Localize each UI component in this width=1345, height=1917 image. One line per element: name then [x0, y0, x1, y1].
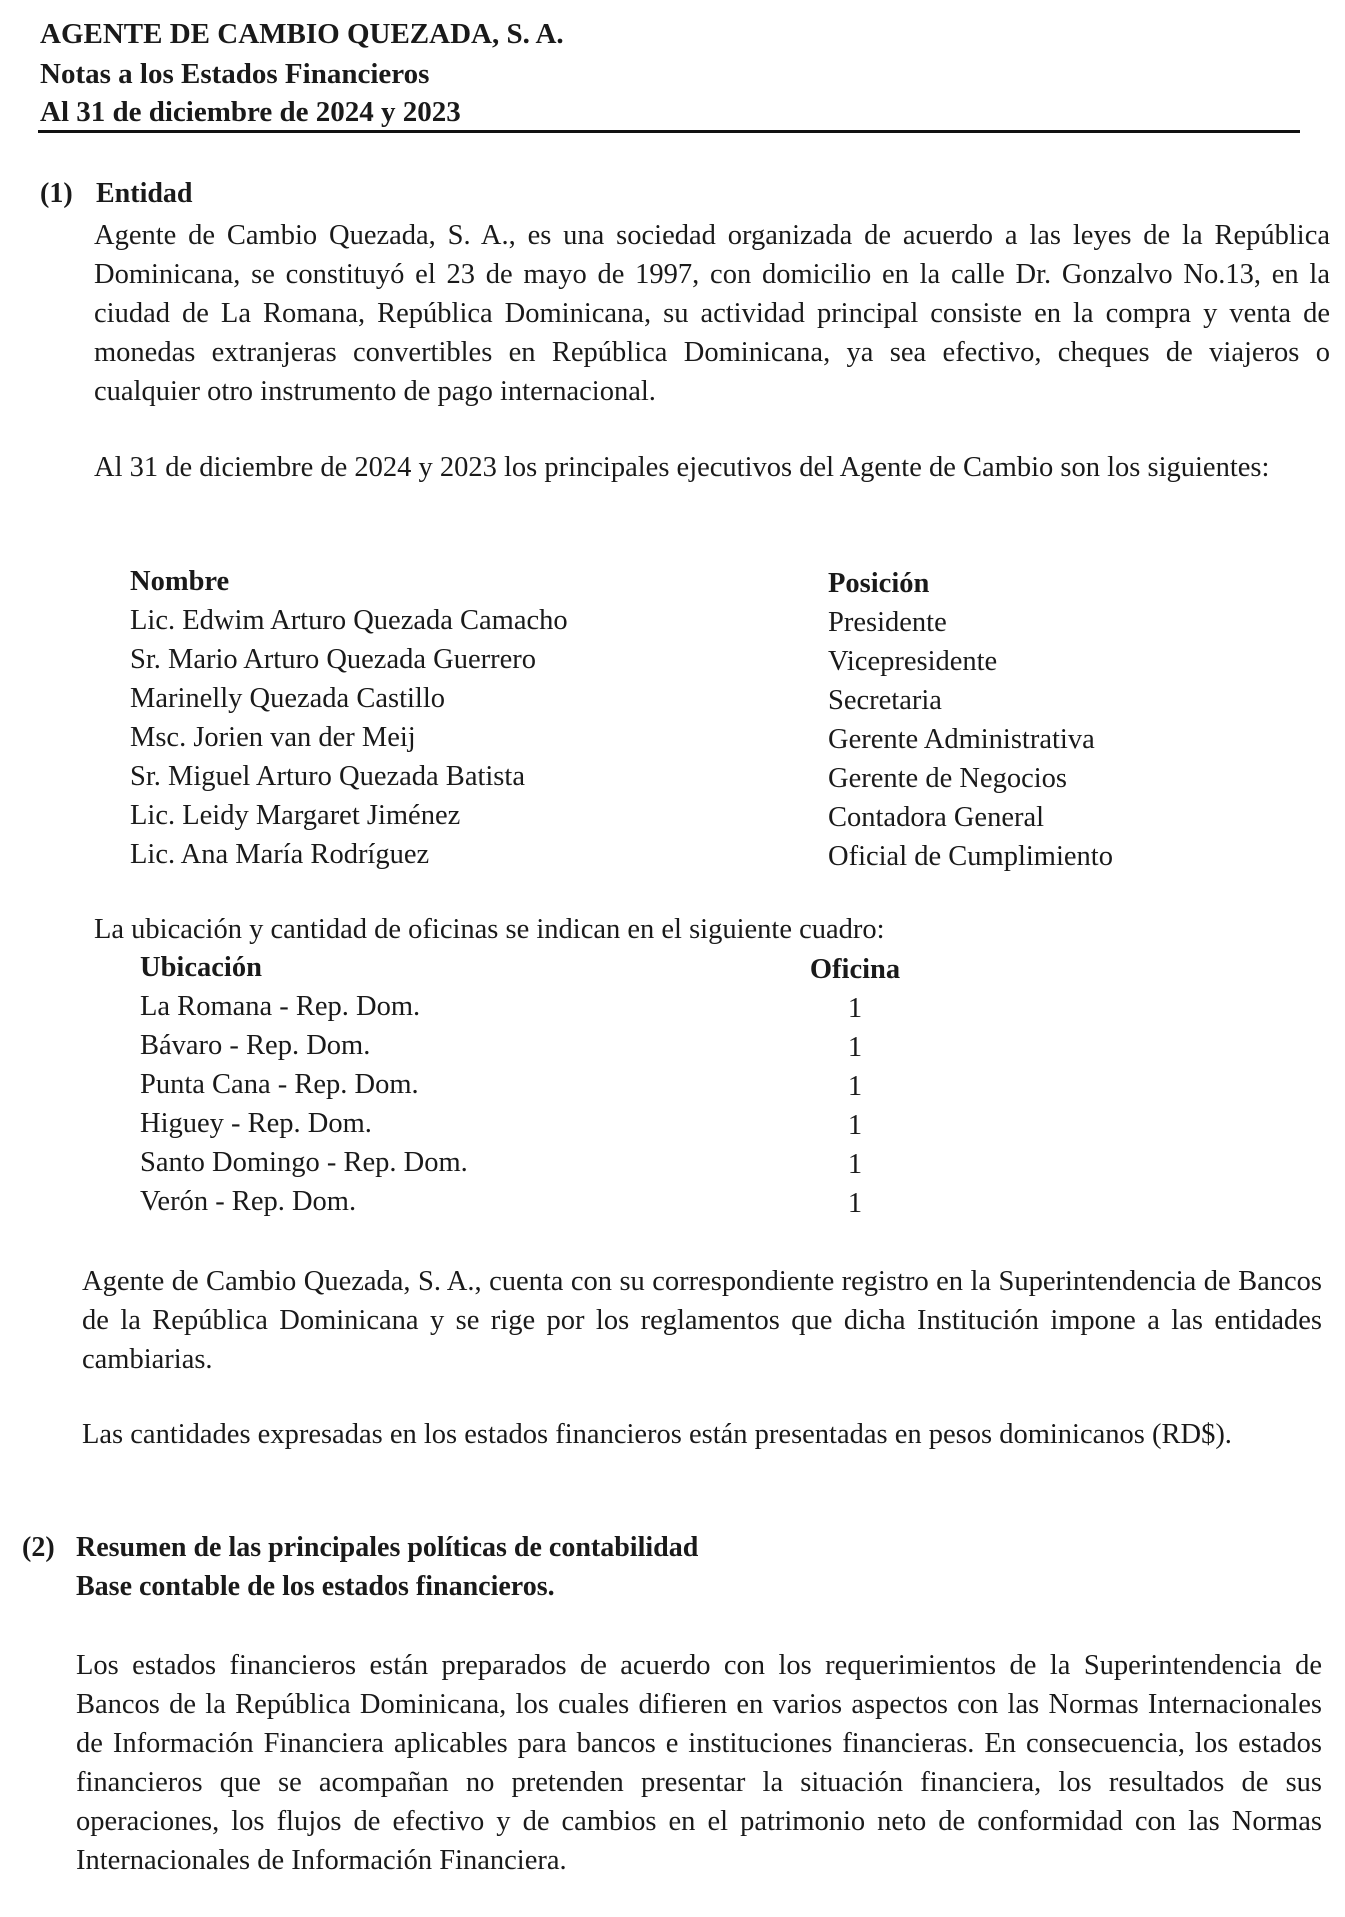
section1-paragraph1: Agente de Cambio Quezada, S. A., es una sociedad organizada de acuerdo a las leyes de la República Dominicana, se constituyó el 23 de mayo de 1997, con domicilio en la calle Dr. Gonzalvo No.13, en la ciudad de La Romana, República Dominicana, su actividad principal consiste en la compra y venta de monedas extranjeras convertibles en República Dominicana, ya sea efectivo, cheques de viajeros o cualquier otro instrumento de pago internacional. [94, 220, 1330, 407]
office-location: La Romana - Rep. Dom. [140, 991, 421, 1022]
executive-name: Msc. Jorien van der Meij [130, 722, 416, 753]
section2-number: (2) [22, 1532, 55, 1563]
executive-position: Gerente Administrativa [828, 724, 1095, 755]
office-count: 1 [847, 1032, 863, 1063]
executive-name: Marinelly Quezada Castillo [130, 683, 445, 714]
section2-title: Resumen de las principales políticas de contabilidad [76, 1532, 699, 1563]
executive-position: Secretaria [828, 685, 942, 716]
section1-number: (1) [40, 178, 73, 209]
executive-name: Sr. Mario Arturo Quezada Guerrero [130, 644, 536, 675]
office-count: 1 [847, 1188, 863, 1219]
office-count: 1 [847, 993, 863, 1024]
office-location: Bávaro - Rep. Dom. [140, 1030, 371, 1061]
company-name: AGENTE DE CAMBIO QUEZADA, S. A. [40, 18, 564, 50]
executive-position: Oficial de Cumplimiento [828, 841, 1113, 872]
executives-header-name: Nombre [130, 566, 230, 597]
offices-count-column [800, 950, 910, 1223]
office-location: Verón - Rep. Dom. [140, 1186, 357, 1217]
section1-title: Entidad [96, 178, 193, 209]
office-location: Higuey - Rep. Dom. [140, 1108, 372, 1139]
offices-header-location: Ubicación [140, 952, 262, 983]
document-subtitle: Notas a los Estados Financieros [40, 58, 430, 90]
office-count: 1 [847, 1071, 863, 1102]
office-count: 1 [847, 1149, 863, 1180]
section2-paragraph1: Los estados financieros están preparados de acuerdo con los requerimientos de la Superintendencia de Bancos de la República Dominicana, los cuales difieren en varios aspectos con las Normas Internacionales de Información Financiera aplicables para bancos e instituciones financieras. En consecuencia, los estados financieros que se acompañan no pretenden presentar la situación financiera, los resultados de sus operaciones, los flujos de efectivo y de cambios en el patrimonio neto de conformidad con las Normas Internacionales de Información Financiera. [76, 1650, 1322, 1876]
executive-name: Lic. Leidy Margaret Jiménez [130, 800, 461, 831]
executive-position: Contadora General [828, 802, 1045, 833]
section1-paragraph4: Agente de Cambio Quezada, S. A., cuenta con su correspondiente registro en la Superintendencia de Bancos de la República Dominicana y se rige por los reglamentos que dicha Institución impone a las entidades cambiarias. [82, 1266, 1322, 1375]
section1-paragraph3: La ubicación y cantidad de oficinas se indican en el siguiente cuadro: [94, 914, 885, 945]
office-count: 1 [847, 1110, 863, 1141]
executive-name: Lic. Ana María Rodríguez [130, 839, 430, 870]
office-location: Punta Cana - Rep. Dom. [140, 1069, 419, 1100]
document-date: Al 31 de diciembre de 2024 y 2023 [40, 96, 461, 128]
executives-position-column [828, 564, 1113, 876]
offices-location-column [140, 948, 468, 1221]
office-location: Santo Domingo - Rep. Dom. [140, 1147, 468, 1178]
executive-position: Presidente [828, 607, 947, 638]
executives-header-position: Posición [828, 568, 930, 599]
section2-subtitle: Base contable de los estados financieros. [76, 1571, 555, 1602]
header-rule [38, 130, 1300, 133]
executive-position: Vicepresidente [828, 646, 998, 677]
executive-name: Sr. Miguel Arturo Quezada Batista [130, 761, 525, 792]
section1-paragraph2: Al 31 de diciembre de 2024 y 2023 los principales ejecutivos del Agente de Cambio son los siguientes: [94, 452, 1270, 483]
executive-position: Gerente de Negocios [828, 763, 1067, 794]
executive-name: Lic. Edwim Arturo Quezada Camacho [130, 605, 568, 636]
offices-header-count: Oficina [809, 954, 901, 985]
section1-paragraph5: Las cantidades expresadas en los estados financieros están presentadas en pesos dominicanos (RD$). [82, 1419, 1232, 1450]
executives-name-column [130, 562, 568, 874]
